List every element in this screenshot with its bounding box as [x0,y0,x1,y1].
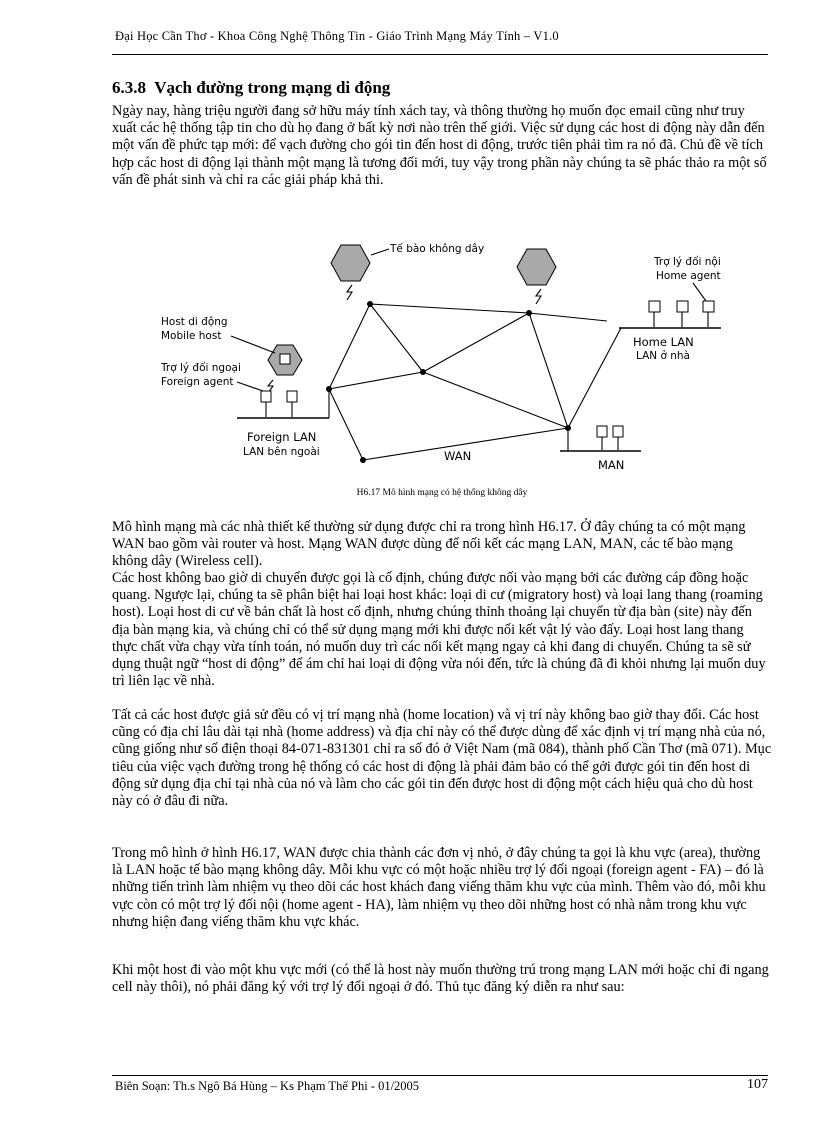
section-number: 6.3.8 [112,78,146,97]
label-home-lan-vi: LAN ở nhà [636,350,690,362]
home-agent-host [703,301,714,312]
footer-divider [112,1075,768,1076]
section-title: Vạch đường trong mạng di động [154,78,391,97]
paragraph-3: Tất cả các host được giả sử đều có vị trí mạng nhà (home location) và vị trí này không bao giờ thay đổi. Các host cũng có địa chỉ lâu dài tại nhà (home address) và địa chỉ này có thể được dùng để xác định vị trí mạng nhà của nó, cũng giống như số điện thoại 84-071-831301 chỉ ra số đó ở Việt Nam (mã 084), thành phố Cần Thơ (mã 071). Mục tiêu của việc vạch đường trong hệ thống có các host di động là phải đảm bảo có thể gởi được gói tin đến host di động sử dụng địa chỉ tại nhà của nó và làm cho các gói tin đến được host di động một cách hiệu quả cho dù host này có ở đâu đi nữa. [112,707,772,810]
network-diagram [157,233,729,473]
router-node [367,301,373,307]
label-foreign-lan-en: Foreign LAN [247,430,317,444]
paragraph-4: Trong mô hình ở hình H6.17, WAN được chia thành các đơn vị nhỏ, ở đây chúng ta gọi là khu vực (area), thường là LAN hoặc tế bào mạng không dây. Mỗi khu vực có một hoặc nhiều trợ lý đối ngoại (foreign agent - FA) – đó là những tiến trình làm nhiệm vụ theo dõi các host khách đang viếng thăm khu vực của mình. Thêm vào đó, mỗi khu vực còn có một trợ lý đối nội (home agent - HA), làm nhiệm vụ theo dõi những host có nhà nằm trong khu vực nhưng hiện đang viếng thăm khu vực khác. [112,845,766,930]
label-mobile-host-en: Mobile host [161,330,222,342]
wireless-cell-right [517,249,556,285]
foreign-agent-host [261,391,271,402]
wireless-cell-left [331,245,370,281]
paragraph-intro: Ngày nay, hàng triệu người đang sở hữu máy tính xách tay, và thông thường họ muốn đọc email cũng như truy xuất các hệ thống tập tin cho dù họ đang ở bất kỳ nơi nào trên thế giới. Việc sử dụng các host di động này dẫn đến một vấn đề phức tạp mới: để vạch đường cho gói tin đến host di động, trước tiên phải tìm ra nó đã. Chủ đề về tích hợp các host di động lại thành một mạng là tương đối mới, tuy vậy trong phần này chúng ta sẽ phác thảo ra một số vấn đề phát sinh và chỉ ra các giải pháp khả thi. [112,103,767,188]
foreign-lan-host [287,391,297,402]
home-lan-host [649,301,660,312]
label-foreign-lan-vi: LAN bên ngoài [243,446,320,458]
mobile-host-icon [280,354,290,364]
router-node [420,369,426,375]
label-home-agent-vi: Trợ lý đối nội [654,256,721,268]
page-number: 107 [747,1077,768,1092]
section-heading [112,78,390,98]
label-mobile-host-vi: Host di động [161,316,228,328]
paragraph-2: Các host không bao giờ di chuyển được gọi là cố định, chúng được nối vào mạng bởi các đường cáp đồng hoặc quang. Ngược lại, chúng ta sẽ phân biệt hai loại host khác: loại di cư (migratory host) và loại lang thang (roaming host). Loại host di cư về bản chất là host cố định, nhưng chúng thỉnh thoảng lại chuyển từ địa bàn (site) này đến địa bàn mạng kia, và chúng chỉ có thể sử dụng mạng mới khi được nối kết vật lý vào đấy. Loại host lang thang thực chất vừa chạy vừa tính toán, nó muốn duy trì các nối kết mạng ngay cả khi đang di chuyển. Chúng ta sẽ sử dụng thuật ngữ “host di động” để ám chỉ hai loại di động vừa nói đến, tức là chúng đã đi khỏi nhưng lại muốn duy trì liên lạc về nhà. [112,570,766,690]
paragraph-5: Khi một host đi vào một khu vực mới (có thể là host này muốn thường trú trong mạng LAN mới hoặc chỉ đi ngang cell này thôi), nó phải đăng ký với trợ lý đối ngoại ở đó. Thủ tục đăng ký diễn ra như sau: [112,962,769,996]
label-foreign-agent-vi: Trợ lý đối ngoại [161,362,241,374]
label-wireless-cell: Tế bào không dây [390,243,485,255]
man-host [613,426,623,437]
lightning-icon [536,289,541,304]
label-foreign-agent-en: Foreign agent [161,376,234,388]
label-man: MAN [598,458,625,472]
label-home-lan-en: Home LAN [633,335,694,349]
home-lan-host [677,301,688,312]
router-node [526,310,532,316]
figure-caption: H6.17 Mô hình mạng có hệ thống không dây [356,488,528,498]
running-header: Đại Học Cần Thơ - Khoa Công Nghệ Thông Tin - Giáo Trình Mạng Máy Tính – V1.0 [115,29,559,43]
header-divider [112,54,768,55]
lightning-icon [347,285,352,300]
wan-links [329,304,621,460]
label-wan: WAN [444,449,472,463]
paragraph-1: Mô hình mạng mà các nhà thiết kế thường sử dụng được chỉ ra trong hình H6.17. Ở đây chúng ta có một mạng WAN bao gồm vài router và host. Mạng WAN được dùng để nối kết các mạng LAN, MAN, các tế bào mạng không dây (Wireless cell). [112,519,746,570]
footer-authors: Biên Soạn: Th.s Ngô Bá Hùng – Ks Phạm Thế Phi - 01/2005 [115,1079,420,1093]
man-host [597,426,607,437]
label-home-agent-en: Home agent [656,270,721,282]
router-node [360,457,366,463]
